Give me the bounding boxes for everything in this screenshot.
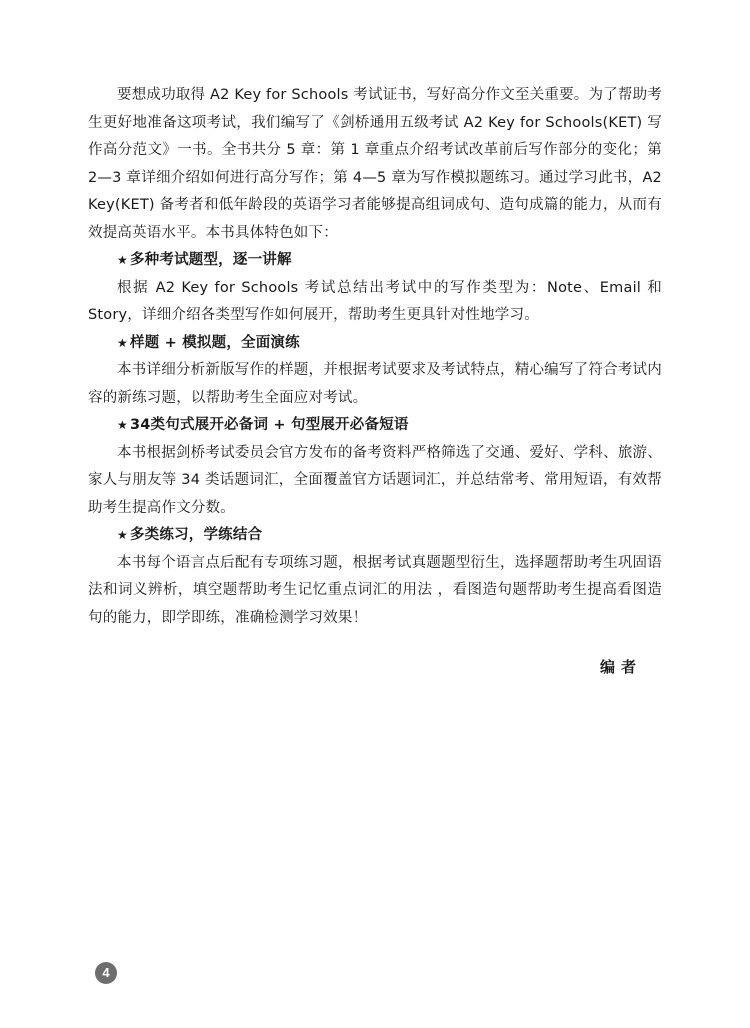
feature-heading-2: [88, 330, 662, 358]
star-icon: ★: [117, 418, 128, 432]
feature-heading-3: [88, 412, 662, 440]
star-icon: ★: [117, 528, 128, 542]
feature-heading-3-text: 34类句式展开必备词 + 句型展开必备短语: [129, 417, 409, 433]
feature-paragraph-4: 本书每个语言点后配有专项练习题，根据考试真题题型衍生，选择题帮助考生巩固语法和词义辨析，填空题帮助考生记忆重点词汇的用法 ，看图造句题帮助考生提高看图造句的能力，即学即练，准确检测学习效果！: [88, 554, 662, 626]
feature-heading-4: [88, 522, 662, 550]
star-icon: ★: [117, 253, 128, 267]
intro-paragraph: 要想成功取得 A2 Key for Schools 考试证书，写好高分作文至关重要。为了帮助考生更好地准备这项考试，我们编写了《剑桥通用五级考试 A2 Key for Schools(KET) 写作高分范文》一书。全书共分 5 章：第 1 章重点介绍考试改革前后写作部分的变化；第 2—3 章详细介绍如何进行高分写作；第 4—5 章为写作模拟题练习。通过学习此书，A2 Key(KET) 备考者和低年龄段的英语学习者能够提高组词成句、造句成篇的能力，从而有效提高英语水平。本书具体特色如下：: [88, 87, 663, 241]
editor-signature: 编者: [599, 658, 642, 676]
preface-body: [88, 82, 662, 632]
feature-heading-4-text: 多类练习，学练结合: [129, 527, 263, 543]
feature-heading-1: [88, 247, 662, 275]
feature-heading-1-text: 多种考试题型，逐一讲解: [129, 252, 292, 268]
feature-heading-2-text: 样题 + 模拟题，全面演练: [129, 334, 300, 351]
feature-paragraph-3: 本书根据剑桥考试委员会官方发布的备考资料严格筛选了交通、爱好、学科、旅游、家人与朋友等 34 类话题词汇，全面覆盖官方话题词汇，并总结常考、常用短语，有效帮助考生提高作文分数。: [88, 444, 662, 516]
feature-paragraph-2: 本书详细分析新版写作的样题，并根据考试要求及考试特点，精心编写了符合考试内容的新练习题，以帮助考生全面应对考试。: [88, 362, 662, 406]
page-number-badge: 4: [95, 962, 117, 984]
feature-paragraph-1: 根据 A2 Key for Schools 考试总结出考试中的写作类型为：Note、Email 和 Story，详细介绍各类型写作如何展开，帮助考生更具针对性地学习。: [88, 279, 662, 323]
star-icon: ★: [117, 335, 128, 350]
